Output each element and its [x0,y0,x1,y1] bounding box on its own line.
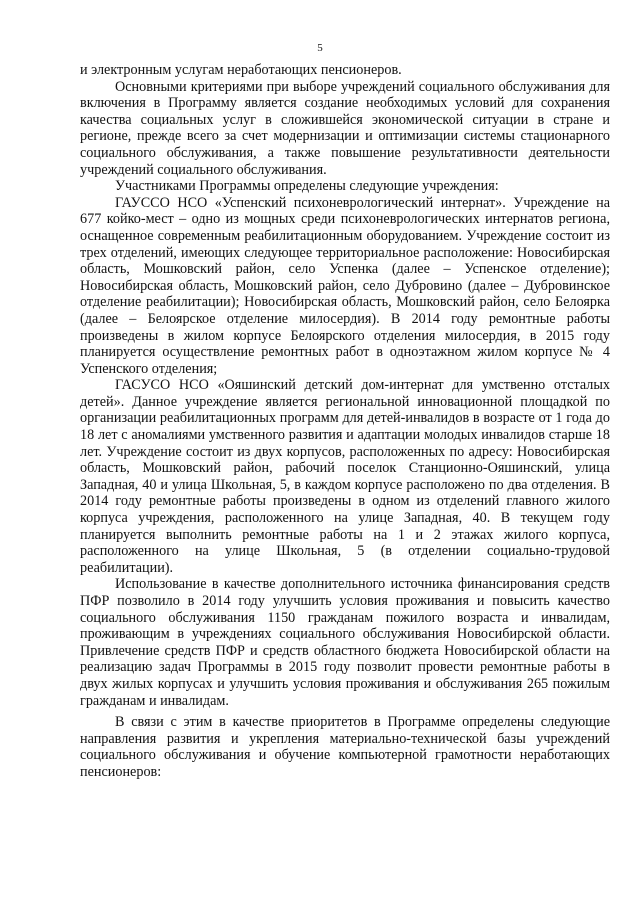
paragraph-uspensky-internat: ГАУССО НСО «Успенский психоневрологический интернат». Учреждение на 677 койко-мест – одно из мощных среди психоневрологических интернатов региона, оснащенное современным реабилитационным оборудованием. Учреждение состоит из трех отделений, имеющих следующее территориальное расположение: Новосибирская область, Мошковский район, село Успенка (далее – Успенское отделение); Новосибирская область, Мошковский район, село Дубровино (далее – Дубровинское отделение реабилитации); Новосибирская область, Мошковский район, село Белоярка (далее – Белоярское отделение милосердия). В 2014 году ремонтные работы произведены в жилом корпусе Белоярского отделения милосердия, в 2015 году планируется осуществление ремонтных работ в одноэтажном жилом корпусе № 4 Успенского отделения; [80,194,610,377]
paragraph-continuation: и электронным услугам неработающих пенсионеров. [80,62,402,78]
paragraph-pfr-funding: Использование в качестве дополнительного источника финансирования средств ПФР позволило в 2014 году улучшить условия проживания и повысить качество социального обслуживания 1150 гражданам пожилого возраста и инвалидам, проживающим в учреждениях социального обслуживания Новосибирской области. Привлечение средств ПФР и средств областного бюджета Новосибирской области на реализацию задач Программы в 2015 году позволит провести ремонтные работы в двух жилых корпусах и улучшить условия проживания и обслуживания 265 пожилым гражданам и инвалидам. [80,576,610,709]
paragraph-selection-criteria: Основными критериями при выборе учреждений социального обслуживания для включения в Программу является создание необходимых условий для сохранения качества социальных услуг в сложившейся экономической ситуации в стране и регионе, прежде всего за счет модернизации и оптимизации системы стационарного социального обслуживания, а также повышение результативности деятельности учреждений социального обслуживания. [80,78,610,178]
paragraph-participants-intro: Участниками Программы определены следующие учреждения: [115,178,499,195]
paragraph-priorities: В связи с этим в качестве приоритетов в Программе определены следующие направления развития и укрепления материально-технической базы учреждений социального обслуживания и обучение компьютерной грамотности неработающих пенсионеров: [80,714,610,780]
paragraph-oyashinsky-internat: ГАСУСО НСО «Ояшинский детский дом-интернат для умственно отсталых детей». Данное учреждение является региональной инновационной площадкой по организации реабилитационных программ для детей-инвалидов в возрасте от 1 года до 18 лет с аномалиями умственного развития и адаптации молодых инвалидов старше 18 лет. Учреждение состоит из двух корпусов, расположенных по адресу: Новосибирская область, Мошковский район, рабочий поселок Станционно-Ояшинский, улица Западная, 40 и улица Школьная, 5, в каждом корпусе расположено по два отделения. В 2014 году ремонтные работы произведены в одном из отделений главного жилого корпуса учреждения, расположенного на улице Западная, 40. В текущем году планируется выполнить ремонтные работы на 1 и 2 этажах жилого корпуса, расположенного на улице Школьная, 5 (в отделении социально-трудовой реабилитации). [80,377,610,576]
page-number: 5 [317,42,323,54]
document-body [80,62,610,781]
